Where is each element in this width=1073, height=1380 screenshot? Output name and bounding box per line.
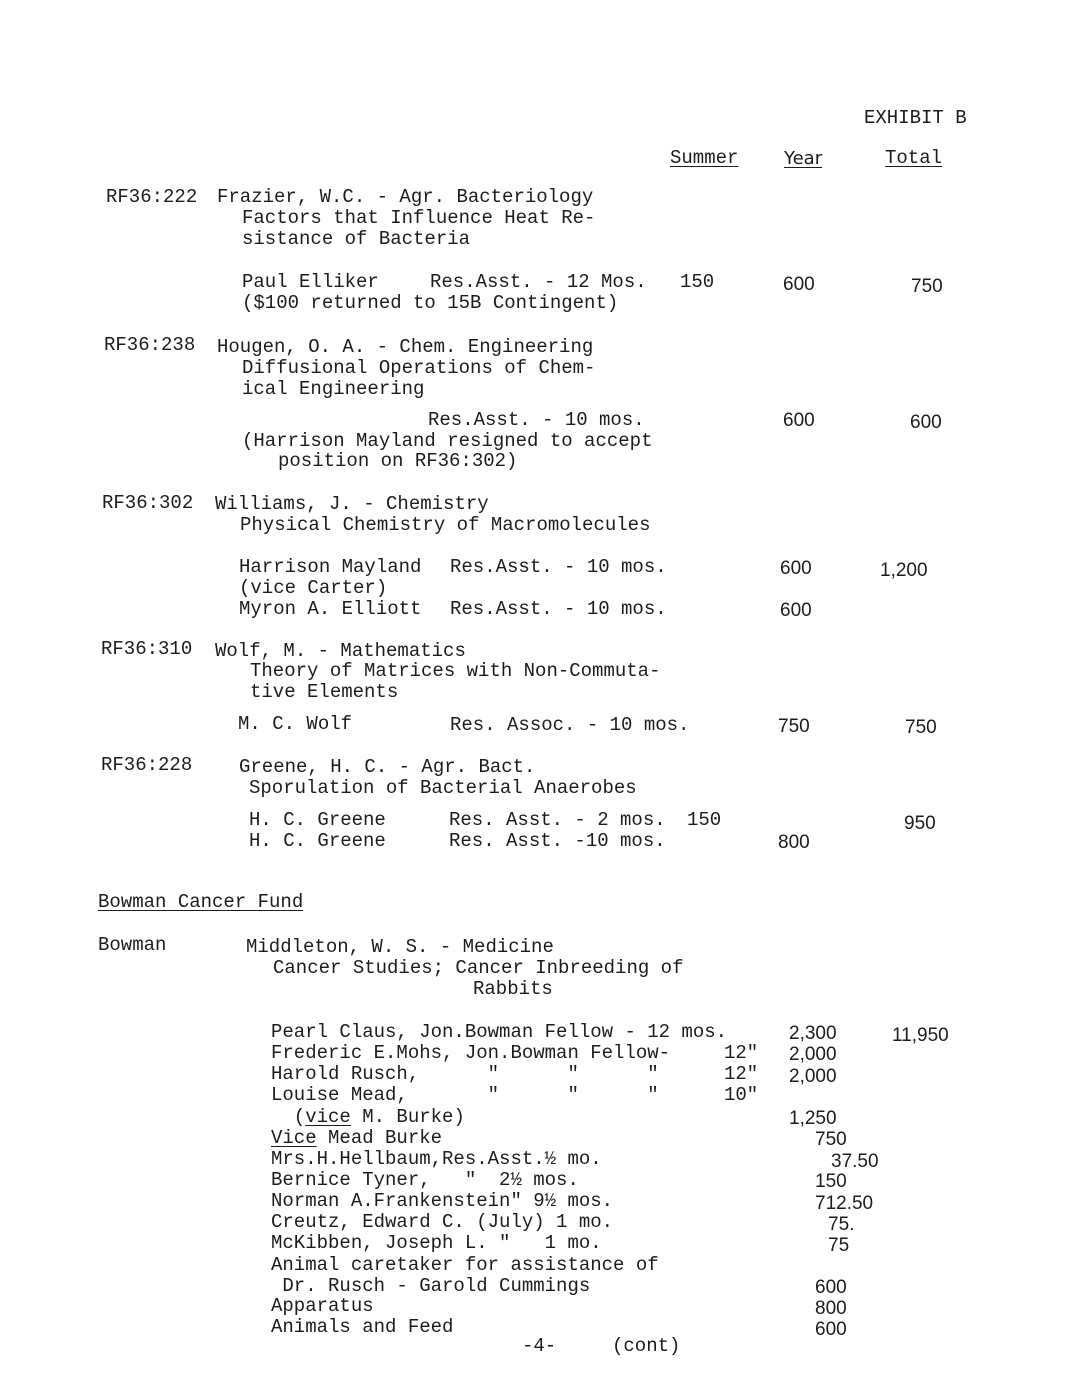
grant-title: Williams, J. - Chemistry	[215, 493, 489, 515]
list-item: Bernice Tyner, " 2½ mos.	[271, 1169, 579, 1191]
list-item: (vice M. Burke)	[271, 1106, 465, 1128]
total-amount: 750	[911, 276, 943, 297]
total-amount: 600	[910, 412, 942, 433]
year-amount: 37.50	[831, 1151, 879, 1172]
summer-amount: 150	[680, 271, 715, 293]
list-item: Frederic E.Mohs, Jon.Bowman Fellow-	[271, 1042, 671, 1064]
staff-name: M. C. Wolf	[238, 713, 353, 735]
total-amount: 950	[904, 813, 936, 834]
grant-code: RF36:238	[104, 334, 196, 356]
list-item: Dr. Rusch - Garold Cummings	[271, 1275, 591, 1297]
list-item: Animal caretaker for assistance of	[271, 1254, 659, 1276]
list-item: Vice Mead Burke	[271, 1127, 443, 1149]
year-amount: 750	[815, 1129, 847, 1150]
grant-description: Diffusional Operations of Chem-	[242, 357, 596, 379]
duration: 12"	[724, 1042, 759, 1064]
staff-name: H. C. Greene	[249, 809, 386, 831]
grant-description: ical Engineering	[242, 378, 425, 400]
year-amount: 750	[778, 716, 810, 737]
section-heading: Bowman Cancer Fund	[98, 891, 304, 913]
year-amount: 1,250	[789, 1108, 837, 1129]
grant-code: RF36:222	[106, 186, 198, 208]
staff-role: Res.Asst. - 12 Mos.	[430, 271, 647, 293]
column-header-year: Year	[784, 148, 823, 169]
list-item: Mrs.H.Hellbaum,Res.Asst.½ mo.	[271, 1148, 602, 1170]
list-item: Norman A.Frankenstein" 9½ mos.	[271, 1190, 614, 1212]
staff-role: Res. Assoc. - 10 mos.	[450, 714, 690, 736]
grant-title: Hougen, O. A. - Chem. Engineering	[217, 336, 594, 358]
staff-role: Res. Asst. -10 mos.	[449, 830, 666, 852]
list-item: Harold Rusch, " " "	[271, 1063, 659, 1085]
grant-description: Physical Chemistry of Macromolecules	[240, 514, 651, 536]
grant-description: Cancer Studies; Cancer Inbreeding of	[273, 957, 684, 979]
grant-code: RF36:228	[101, 754, 193, 776]
grant-description: Theory of Matrices with Non-Commuta-	[250, 660, 661, 682]
year-amount: 2,000	[789, 1044, 837, 1065]
grant-description: tive Elements	[250, 681, 399, 703]
total-amount: 750	[905, 717, 937, 738]
staff-name: Harrison Mayland	[239, 556, 422, 578]
summer-amount: 150	[687, 809, 722, 831]
grant-note: (Harrison Mayland resigned to accept	[242, 430, 653, 452]
year-amount: 712.50	[815, 1193, 874, 1214]
year-amount: 75	[828, 1235, 850, 1256]
list-item: Animals and Feed	[271, 1316, 454, 1338]
list-item: Creutz, Edward C. (July) 1 mo.	[271, 1211, 614, 1233]
year-amount: 2,000	[789, 1066, 837, 1087]
fund-label: Bowman	[98, 934, 167, 956]
staff-name: Myron A. Elliott	[239, 598, 422, 620]
grant-description: Sporulation of Bacterial Anaerobes	[249, 777, 637, 799]
duration: 10"	[724, 1084, 759, 1106]
grant-note: ($100 returned to 15B Contingent)	[242, 292, 619, 314]
continued-label: (cont)	[612, 1335, 681, 1357]
column-header-total: Total	[885, 147, 943, 169]
grant-note: (vice Carter)	[239, 577, 388, 599]
list-item: McKibben, Joseph L. " 1 mo.	[271, 1232, 602, 1254]
grant-title: Greene, H. C. - Agr. Bact.	[239, 756, 536, 778]
grant-note: position on RF36:302)	[278, 450, 518, 472]
duration: 12"	[724, 1063, 759, 1085]
year-amount: 150	[815, 1171, 847, 1192]
exhibit-label: EXHIBIT B	[864, 107, 967, 129]
list-item: Pearl Claus, Jon.Bowman Fellow - 12 mos.	[271, 1021, 728, 1043]
year-amount: 600	[815, 1319, 847, 1340]
grant-description: Rabbits	[473, 978, 553, 1000]
staff-role: Res.Asst. - 10 mos.	[428, 409, 645, 431]
year-amount: 800	[778, 832, 810, 853]
page-number: -4-	[522, 1335, 557, 1357]
total-amount: 11,950	[892, 1025, 949, 1046]
year-amount: 600	[780, 558, 812, 579]
grant-description: Factors that Influence Heat Re-	[242, 207, 596, 229]
staff-name: Paul Elliker	[242, 271, 379, 293]
year-amount: 600	[780, 600, 812, 621]
year-amount: 75.	[828, 1214, 855, 1235]
year-amount: 800	[815, 1298, 847, 1319]
year-amount: 600	[783, 274, 815, 295]
staff-name: H. C. Greene	[249, 830, 386, 852]
staff-role: Res. Asst. - 2 mos.	[449, 809, 666, 831]
grant-code: RF36:310	[101, 638, 193, 660]
grant-code: RF36:302	[102, 492, 194, 514]
grant-description: sistance of Bacteria	[242, 228, 471, 250]
list-item: Apparatus	[271, 1295, 374, 1317]
column-header-summer: Summer	[670, 147, 739, 169]
total-amount: 1,200	[880, 560, 928, 581]
staff-role: Res.Asst. - 10 mos.	[450, 598, 667, 620]
grant-title: Middleton, W. S. - Medicine	[246, 936, 554, 958]
year-amount: 600	[783, 410, 815, 431]
staff-role: Res.Asst. - 10 mos.	[450, 556, 667, 578]
grant-title: Wolf, M. - Mathematics	[215, 640, 466, 662]
list-item: Louise Mead, " " "	[271, 1084, 659, 1106]
year-amount: 600	[815, 1277, 847, 1298]
grant-title: Frazier, W.C. - Agr. Bacteriology	[217, 186, 594, 208]
year-amount: 2,300	[789, 1023, 837, 1044]
